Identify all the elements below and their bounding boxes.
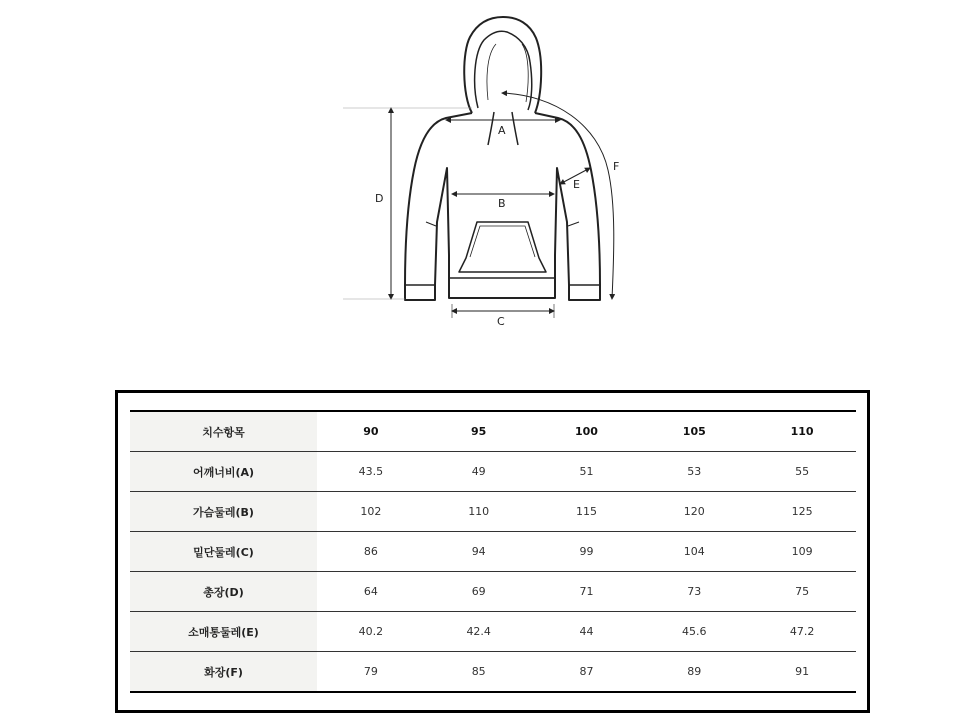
label-c: C <box>497 315 505 328</box>
hoodie-measurement-diagram <box>0 0 967 345</box>
label-f: F <box>613 160 620 173</box>
hood-inner <box>475 31 532 110</box>
table-cell: 102 <box>317 492 425 532</box>
label-a: A <box>498 124 506 137</box>
table-cell: 69 <box>425 572 533 612</box>
size-table <box>130 410 856 693</box>
table-cell: 44 <box>533 612 641 652</box>
label-b: B <box>498 197 506 210</box>
table-cell: 55 <box>748 452 856 492</box>
size-header: 95 <box>425 411 533 452</box>
table-cell: 89 <box>640 652 748 693</box>
table-row <box>130 612 856 652</box>
measure-f-line <box>502 93 614 299</box>
size-header: 100 <box>533 411 641 452</box>
row-label: 어깨너비(A) <box>130 452 317 492</box>
table-cell: 104 <box>640 532 748 572</box>
table-row <box>130 492 856 532</box>
table-cell: 91 <box>748 652 856 693</box>
table-cell: 75 <box>748 572 856 612</box>
table-row <box>130 452 856 492</box>
row-label: 밑단둘레(C) <box>130 532 317 572</box>
table-header-row <box>130 411 856 452</box>
table-cell: 85 <box>425 652 533 693</box>
table-cell: 86 <box>317 532 425 572</box>
table-cell: 43.5 <box>317 452 425 492</box>
table-cell: 110 <box>425 492 533 532</box>
label-d: D <box>375 192 384 205</box>
size-header: 90 <box>317 411 425 452</box>
row-label: 화장(F) <box>130 652 317 693</box>
pocket-stitch <box>470 226 535 257</box>
table-cell: 79 <box>317 652 425 693</box>
table-cell: 45.6 <box>640 612 748 652</box>
table-cell: 49 <box>425 452 533 492</box>
table-cell: 115 <box>533 492 641 532</box>
drawstring-left <box>488 112 494 145</box>
table-cell: 42.4 <box>425 612 533 652</box>
table-row <box>130 572 856 612</box>
header-label: 치수항목 <box>130 411 317 452</box>
row-label: 총장(D) <box>130 572 317 612</box>
table-cell: 71 <box>533 572 641 612</box>
size-table-frame <box>115 390 870 713</box>
table-cell: 73 <box>640 572 748 612</box>
table-cell: 64 <box>317 572 425 612</box>
table-cell: 87 <box>533 652 641 693</box>
kangaroo-pocket <box>459 222 546 272</box>
row-label: 소매통둘레(E) <box>130 612 317 652</box>
table-cell: 51 <box>533 452 641 492</box>
size-header: 110 <box>748 411 856 452</box>
table-cell: 47.2 <box>748 612 856 652</box>
row-label: 가슴둘레(B) <box>130 492 317 532</box>
drawstring-right <box>512 112 518 145</box>
label-e: E <box>573 178 580 191</box>
table-cell: 40.2 <box>317 612 425 652</box>
table-cell: 120 <box>640 492 748 532</box>
table-row <box>130 652 856 693</box>
table-cell: 94 <box>425 532 533 572</box>
table-cell: 99 <box>533 532 641 572</box>
table-cell: 125 <box>748 492 856 532</box>
table-row <box>130 532 856 572</box>
size-header: 105 <box>640 411 748 452</box>
hoodie-illustration <box>405 17 600 300</box>
table-cell: 109 <box>748 532 856 572</box>
table-cell: 53 <box>640 452 748 492</box>
